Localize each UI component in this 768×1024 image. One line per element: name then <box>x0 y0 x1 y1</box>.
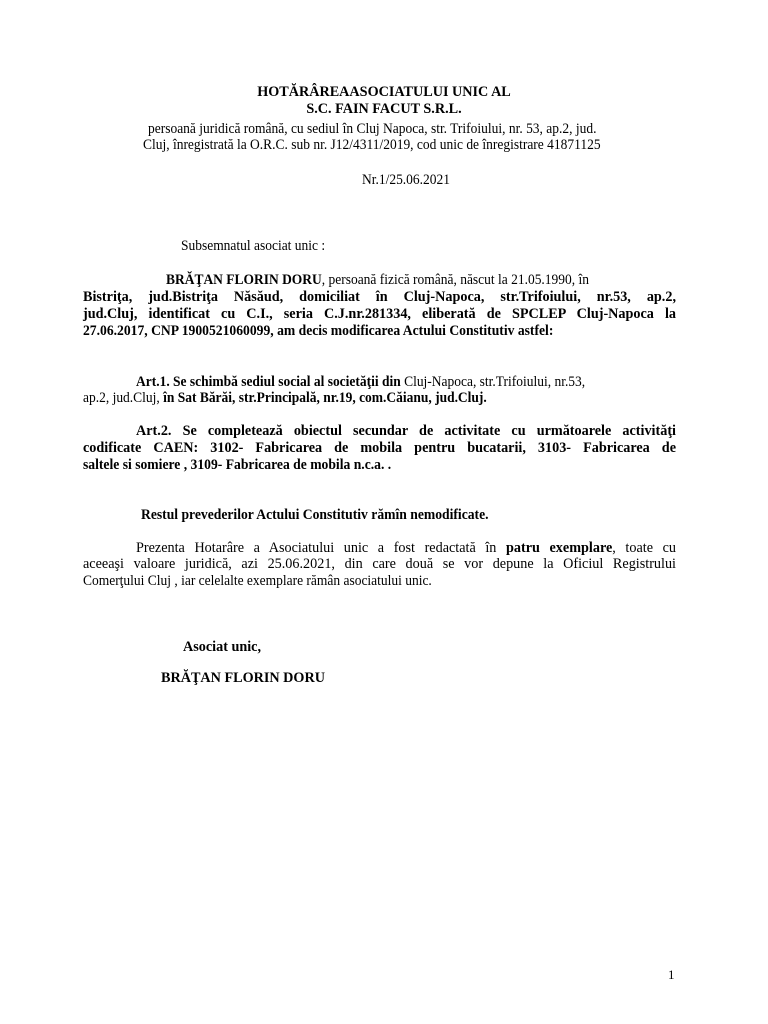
intro-text: Subsemnatul asociat unic : <box>181 238 326 254</box>
party-line-1: BRĂŢAN FLORIN DORU, persoană fizică română, născut la 21.05.1990, în <box>166 272 589 288</box>
company-name <box>0 101 768 118</box>
art1-line-2: ap.2, jud.Cluj, în Sat Bărăi, str.Principală, nr.19, com.Căianu, jud.Cluj. <box>83 390 487 406</box>
party-line-2: Bistriţa, jud.Bistriţa Năsăud, domiciliat în Cluj-Napoca, str.Trifoiului, nr.53, ap.2, <box>83 289 676 305</box>
party-line-3: jud.Cluj, identificat cu C.I., seria C.J.nr.281334, eliberată de SPCLEP Cluj-Napoca la <box>83 306 676 322</box>
art2-line-3: saltele si somiere , 3109- Fabricarea de mobila n.c.a. . <box>83 457 392 473</box>
page-number: 1 <box>668 967 675 982</box>
signature-name: BRĂŢAN FLORIN DORU <box>161 670 325 686</box>
unchanged-provisions-statement: Restul prevederilor Actului Constitutiv rămîn nemodificate. <box>141 507 489 523</box>
document-title <box>0 84 768 101</box>
party-name: BRĂŢAN FLORIN DORU <box>166 272 322 288</box>
art2-line-2: codificate CAEN: 3102- Fabricarea de mobila pentru bucatarii, 3103- Fabricarea de <box>83 440 676 456</box>
signature-label: Asociat unic, <box>183 639 262 655</box>
company-description-line-2: Cluj, înregistrată la O.R.C. sub nr. J12/4311/2019, cod unic de înregistrare 41871125 <box>143 137 601 153</box>
decision-number: Nr.1/25.06.2021 <box>362 172 450 188</box>
art1-line-1: Art.1. Se schimbă sediul social al societăţii din Cluj-Napoca, str.Trifoiului, nr.53, <box>136 374 586 390</box>
closing-line-1: Prezenta Hotarâre a Asociatului unic a fost redactată în patru exemplare, toate cu <box>136 540 676 556</box>
closing-line-3: Comerţului Cluj , iar celelalte exemplare rămân asociatului unic. <box>83 573 432 589</box>
art2-line-1: Art.2. Se completează obiectul secundar de activitate cu următoarele activităţi <box>136 423 676 439</box>
closing-line-2: aceeaşi valoare juridică, azi 25.06.2021, din care două se vor depune la Oficiul Registrului <box>83 556 676 572</box>
title-line-2: S.C. FAIN FACUT S.R.L. <box>306 101 462 117</box>
art1-heading: Art.1. Se schimbă sediul social al societăţii din <box>136 374 401 390</box>
company-description-line-1: persoană juridică română, cu sediul în Cluj Napoca, str. Trifoiului, nr. 53, ap.2, jud. <box>148 121 597 137</box>
party-line-4: 27.06.2017, CNP 1900521060099, am decis modificarea Actului Constitutiv astfel: <box>83 323 554 339</box>
title-line-1: HOTĂRÂREAASOCIATULUI UNIC AL <box>257 84 511 100</box>
